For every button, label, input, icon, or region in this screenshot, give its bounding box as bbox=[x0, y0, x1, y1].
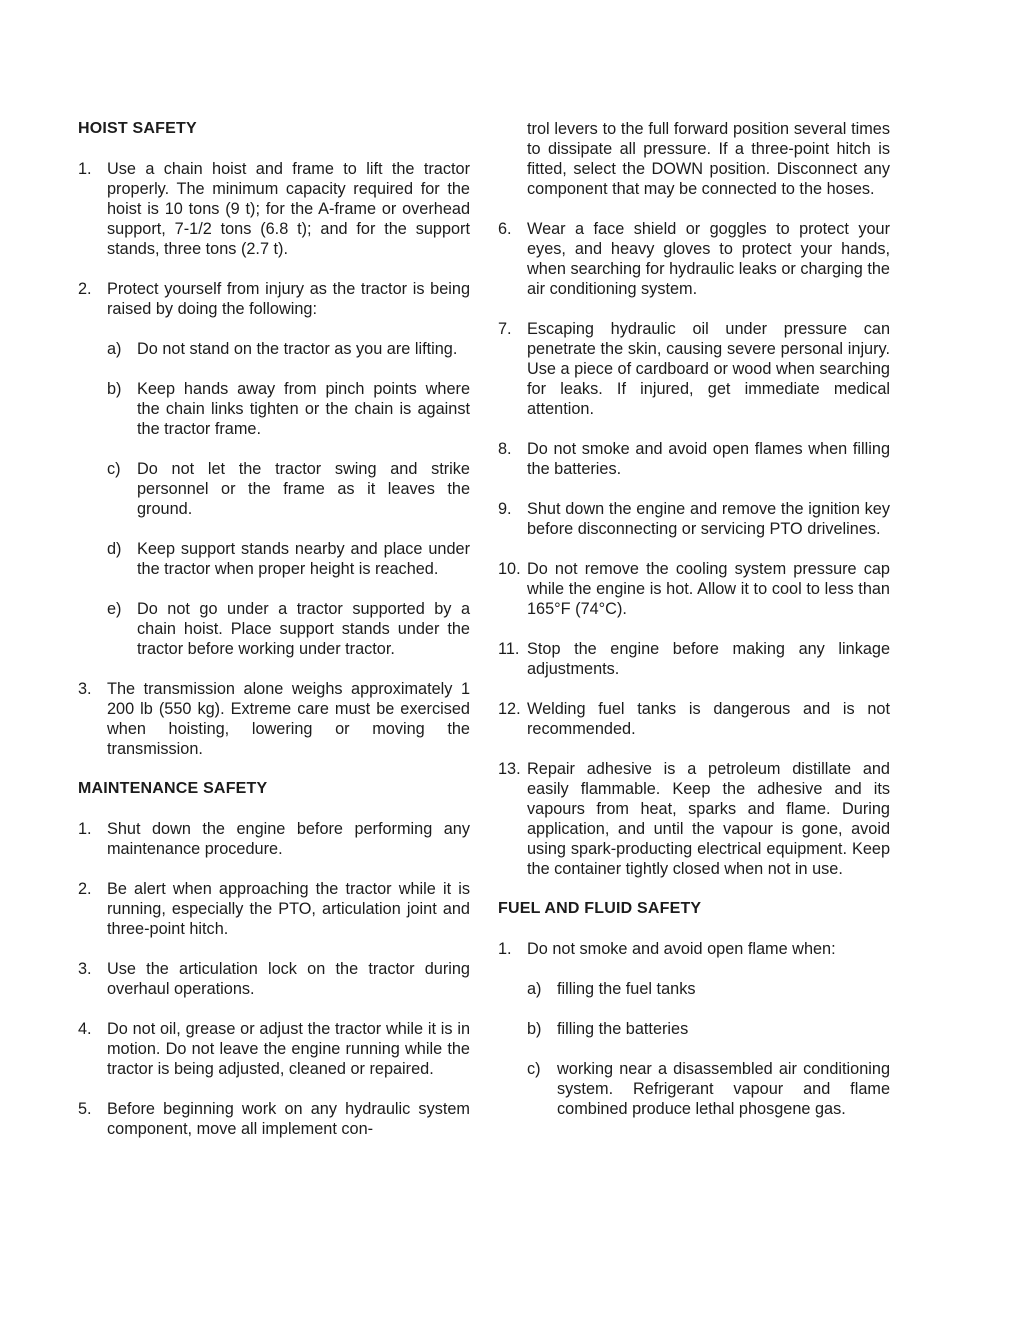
item-number: 1. bbox=[498, 940, 512, 958]
item-text: Do not smoke and avoid open flame when: bbox=[527, 940, 836, 958]
item-text: Repair adhesive is a petroleum distillate and easily flammable. Keep the adhesive and its vapours from heat, sparks and flame. During application, and until the vapour is gone, avoid using spark-producting electrical equipment. Keep the container tightly closed when not in use. bbox=[527, 760, 890, 878]
right-column bbox=[498, 119, 890, 1139]
item-number: 3. bbox=[78, 680, 92, 698]
item-number: 2. bbox=[78, 280, 92, 298]
maintenance-item-13 bbox=[498, 759, 890, 879]
item-text: The transmission alone weighs approximately 1 200 lb (550 kg). Extreme care must be exercised when hoisting, lowering or moving the transmission. bbox=[107, 680, 470, 758]
maintenance-item-4 bbox=[78, 1019, 470, 1079]
subitem-letter: b) bbox=[107, 380, 122, 398]
subitem-text: Keep support stands nearby and place under the tractor when proper height is reached. bbox=[137, 540, 470, 578]
maintenance-item-11 bbox=[498, 639, 890, 679]
item-number: 11. bbox=[498, 640, 520, 658]
item-number: 13. bbox=[498, 760, 521, 778]
item-number: 1. bbox=[78, 160, 92, 178]
item-text: Escaping hydraulic oil under pressure can penetrate the skin, causing severe personal injury. Use a piece of cardboard or wood when searching for leaks. If injured, get immediate medical attention. bbox=[527, 320, 890, 418]
hoist-subitem-c bbox=[107, 459, 470, 519]
item-number: 5. bbox=[78, 1100, 92, 1118]
maintenance-item-10 bbox=[498, 559, 890, 619]
item-text: Do not oil, grease or adjust the tractor while it is in motion. Do not leave the engine running while the tractor is being adjusted, cleaned or repaired. bbox=[107, 1020, 470, 1078]
hoist-item-2 bbox=[78, 279, 470, 319]
subitem-text: Do not let the tractor swing and strike personnel or the frame as it leaves the ground. bbox=[137, 460, 470, 518]
subitem-letter: c) bbox=[107, 460, 121, 478]
item-number: 12. bbox=[498, 700, 521, 718]
item-number: 2. bbox=[78, 880, 92, 898]
subitem-letter: e) bbox=[107, 600, 122, 618]
subitem-letter: d) bbox=[107, 540, 122, 558]
maintenance-item-3 bbox=[78, 959, 470, 999]
item-text: Use the articulation lock on the tractor during overhaul operations. bbox=[107, 960, 470, 998]
subitem-letter: c) bbox=[527, 1060, 541, 1078]
hoist-subitem-b bbox=[107, 379, 470, 439]
item-number: 6. bbox=[498, 220, 512, 238]
maintenance-item-8 bbox=[498, 439, 890, 479]
item-text: Do not smoke and avoid open flames when filling the batteries. bbox=[527, 440, 890, 478]
item-number: 10. bbox=[498, 560, 521, 578]
maintenance-item-5-continued: trol levers to the full forward position several times to dissipate all pressure. If a three-point hitch is fitted, select the DOWN position. Disconnect any component that may be connected to the hoses. bbox=[527, 120, 890, 198]
hoist-subitem-e bbox=[107, 599, 470, 659]
hoist-item-1 bbox=[78, 159, 470, 259]
item-number: 4. bbox=[78, 1020, 92, 1038]
maintenance-item-9 bbox=[498, 499, 890, 539]
item-number: 8. bbox=[498, 440, 512, 458]
maintenance-item-1 bbox=[78, 819, 470, 859]
fuel-subitem-c bbox=[527, 1059, 890, 1119]
subitem-text: filling the batteries bbox=[557, 1020, 689, 1038]
item-number: 9. bbox=[498, 500, 512, 518]
item-number: 3. bbox=[78, 960, 92, 978]
item-text: Be alert when approaching the tractor while it is running, especially the PTO, articulation joint and three-point hitch. bbox=[107, 880, 470, 938]
hoist-subitem-d bbox=[107, 539, 470, 579]
fuel-subitem-b bbox=[527, 1019, 890, 1039]
fuel-subitem-a bbox=[527, 979, 890, 999]
subitem-letter: b) bbox=[527, 1020, 542, 1038]
subitem-text: Keep hands away from pinch points where the chain links tighten or the chain is against the tractor frame. bbox=[137, 380, 470, 438]
subitem-text: Do not stand on the tractor as you are lifting. bbox=[137, 340, 458, 358]
maintenance-item-6 bbox=[498, 219, 890, 299]
item-text: Stop the engine before making any linkage adjustments. bbox=[527, 640, 890, 678]
item-text: Before beginning work on any hydraulic system component, move all implement con- bbox=[107, 1100, 470, 1138]
item-text: Protect yourself from injury as the tractor is being raised by doing the following: bbox=[107, 280, 470, 318]
item-text: Wear a face shield or goggles to protect your eyes, and heavy gloves to protect your hands, when searching for hydraulic leaks or charging the air conditioning system. bbox=[527, 220, 890, 298]
item-text: Shut down the engine and remove the ignition key before disconnecting or servicing PTO drivelines. bbox=[527, 500, 890, 538]
left-column bbox=[78, 119, 470, 1159]
maintenance-safety-heading: MAINTENANCE SAFETY bbox=[78, 780, 268, 797]
subitem-letter: a) bbox=[527, 980, 542, 998]
item-number: 1. bbox=[78, 820, 92, 838]
maintenance-item-5 bbox=[78, 1099, 470, 1139]
subitem-text: working near a disassembled air conditioning system. Refrigerant vapour and flame combined produce lethal phosgene gas. bbox=[557, 1060, 890, 1118]
fuel-fluid-safety-heading: FUEL AND FLUID SAFETY bbox=[498, 900, 702, 917]
subitem-text: Do not go under a tractor supported by a chain hoist. Place support stands under the tractor before working under tractor. bbox=[137, 600, 470, 658]
subitem-letter: a) bbox=[107, 340, 122, 358]
hoist-subitem-a bbox=[107, 339, 470, 359]
hoist-safety-heading: HOIST SAFETY bbox=[78, 120, 197, 137]
item-text: Do not remove the cooling system pressure cap while the engine is hot. Allow it to cool to less than 165°F (74°C). bbox=[527, 560, 890, 618]
fuel-item-1 bbox=[498, 939, 890, 959]
maintenance-item-12 bbox=[498, 699, 890, 739]
item-text: Use a chain hoist and frame to lift the tractor properly. The minimum capacity required for the hoist is 10 tons (9 t); for the A-frame or overhead support, 7-1/2 tons (6.8 t); and for the support stands, three tons (2.7 t). bbox=[107, 160, 470, 258]
subitem-text: filling the fuel tanks bbox=[557, 980, 696, 998]
item-number: 7. bbox=[498, 320, 512, 338]
maintenance-item-2 bbox=[78, 879, 470, 939]
maintenance-item-7 bbox=[498, 319, 890, 419]
item-text: Shut down the engine before performing any maintenance procedure. bbox=[107, 820, 470, 858]
item-text: Welding fuel tanks is dangerous and is not recommended. bbox=[527, 700, 890, 738]
hoist-item-3 bbox=[78, 679, 470, 759]
